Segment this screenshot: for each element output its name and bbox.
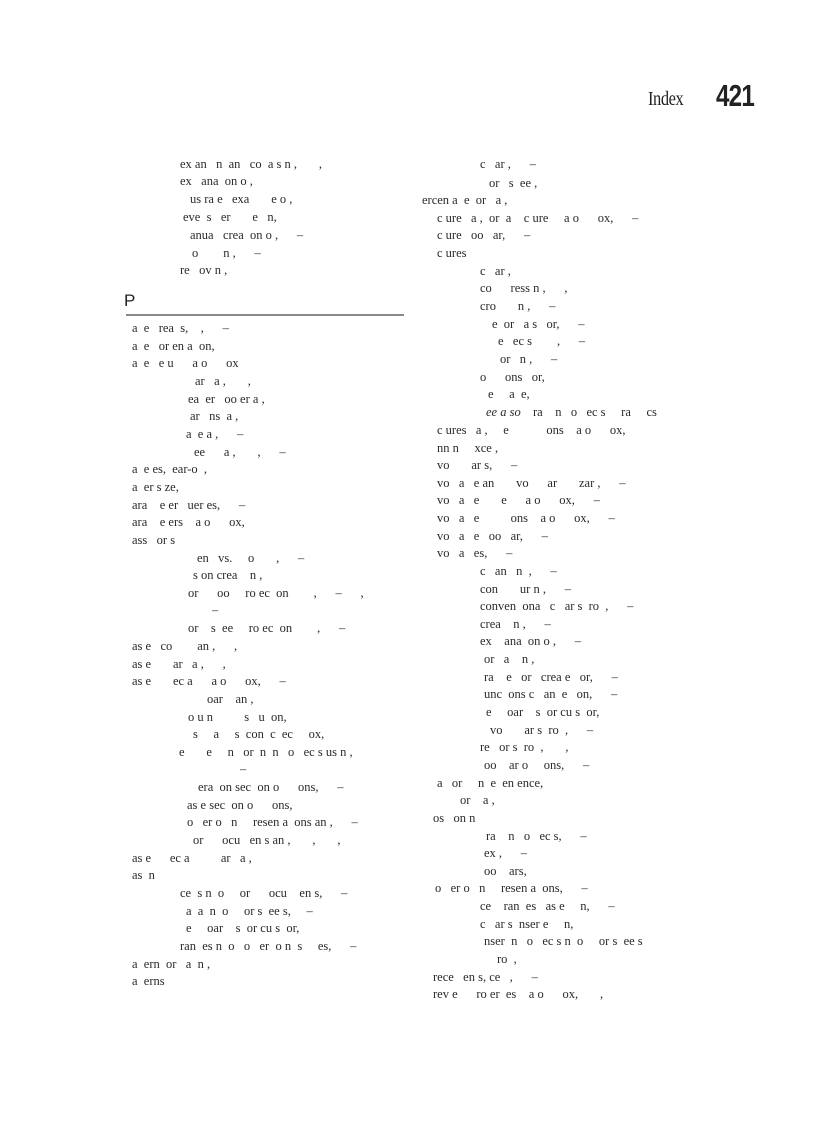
index-entry: vo a e oo ar, – xyxy=(437,529,548,543)
index-entry: ar a , , xyxy=(195,374,251,388)
index-entry: ex an n an co a s n , , xyxy=(180,157,322,171)
index-entry: or s ee , xyxy=(489,176,538,190)
index-entry: co ress n , , xyxy=(480,281,568,295)
index-entry: or s ee ro ec on , – xyxy=(188,621,346,635)
index-entry: or a , xyxy=(460,793,495,807)
index-entry: as e sec on o ons, xyxy=(187,798,293,812)
index-entry: rece en s, ce , – xyxy=(433,970,538,984)
index-entry: or oo ro ec on , – , xyxy=(188,586,364,600)
index-entry: ara e er uer es, – xyxy=(132,498,246,512)
index-entry: cro n , – xyxy=(480,299,556,313)
index-entry: o u n s u on, xyxy=(188,710,287,724)
index-entry: e a e, xyxy=(488,387,530,401)
index-entry: ercen a e or a , xyxy=(422,193,508,207)
index-entry: conven ona c ar s ro , – xyxy=(480,599,634,613)
index-entry: era on sec on o ons, – xyxy=(198,780,344,794)
page-number: 421 xyxy=(716,78,755,113)
index-entry: ra n o ec s, – xyxy=(486,829,587,843)
index-entry: oar an , xyxy=(207,692,254,706)
index-entry: crea n , – xyxy=(480,617,551,631)
index-entry: s on crea n , xyxy=(193,568,263,582)
index-entry: ex ana on o , – xyxy=(480,634,582,648)
index-entry: ar ns a , xyxy=(190,409,239,423)
index-entry: ro , xyxy=(497,952,517,966)
index-entry: ara e ers a o ox, xyxy=(132,515,245,529)
index-entry: a or n e en ence, xyxy=(437,776,544,790)
index-entry: o er o n resen a ons an , – xyxy=(187,815,358,829)
index-entry: c ures a , e ons a o ox, xyxy=(437,423,626,437)
index-entry: ea er oo er a , xyxy=(188,392,265,406)
index-entry: oo ars, xyxy=(484,864,527,878)
index-entry: vo a e an vo ar zar , – xyxy=(437,476,626,490)
index-entry: – xyxy=(212,603,219,617)
index-entry: a er s ze, xyxy=(132,480,179,494)
index-entry: anua crea on o , – xyxy=(190,228,304,242)
index-entry: os on n xyxy=(433,811,476,825)
index-entry: oo ar o ons, – xyxy=(484,758,590,772)
index-entry: as e ec a a o ox, – xyxy=(132,674,286,688)
index-entry: as e ar a , , xyxy=(132,657,226,671)
index-entry: or n , – xyxy=(500,352,558,366)
index-entry: c ures xyxy=(437,246,467,260)
index-entry: con ur n , – xyxy=(480,582,571,596)
index-entry: c ure oo ar, – xyxy=(437,228,531,242)
index-entry: rev e ro er es a o ox, , xyxy=(433,987,604,1001)
index-entry: e ec s , – xyxy=(498,334,586,348)
index-entry: or a n , xyxy=(484,652,535,666)
index-entry: – xyxy=(240,762,247,776)
index-entry: a ern or a n , xyxy=(132,957,211,971)
index-entry: c an n , – xyxy=(480,564,557,578)
index-entry: e or a s or, – xyxy=(492,317,585,331)
index-entry: vo ar s ro , – xyxy=(490,723,594,737)
index-entry: eve s er e n, xyxy=(183,210,277,224)
index-entry: ce s n o or ocu en s, – xyxy=(180,886,348,900)
index-entry: as e ec a ar a , xyxy=(132,851,252,865)
index-entry: nser n o ec s n o or s ee s xyxy=(484,934,643,948)
index-entry: re ov n , xyxy=(180,263,228,277)
index-entry: s a s con c ec ox, xyxy=(193,727,325,741)
index-entry: as n xyxy=(132,868,155,882)
index-entry: re or s ro , , xyxy=(480,740,569,754)
index-entry: ce ran es as e n, – xyxy=(480,899,615,913)
index-entry: c ar s nser e n, xyxy=(480,917,574,931)
index-entry: ass or s xyxy=(132,533,176,547)
index-entry: ex ana on o , xyxy=(180,174,253,188)
index-entry: or ocu en s an , , , xyxy=(193,833,341,847)
index-entry: c ar , xyxy=(480,264,511,278)
index-entry: e e n or n n o ec s us n , xyxy=(179,745,353,759)
index-entry: ex , – xyxy=(484,846,528,860)
index-entry: a e rea s, , – xyxy=(132,321,229,335)
index-entry: a erns xyxy=(132,974,165,988)
index-entry: c ar , – xyxy=(480,157,536,171)
index-entry: a e e u a o ox xyxy=(132,356,239,370)
index-entry: vo a e ons a o ox, – xyxy=(437,511,615,525)
index-entry: c ure a , or a c ure a o ox, – xyxy=(437,211,639,225)
index-entry: unc ons c an e on, – xyxy=(484,687,618,701)
index-entry: a e es, ear-o , xyxy=(132,462,208,476)
index-entry: ra e or crea e or, – xyxy=(484,670,618,684)
index-entry: a e a , – xyxy=(186,427,244,441)
index-entry: o ons or, xyxy=(480,370,545,384)
index-entry: vo ar s, – xyxy=(437,458,518,472)
index-entry: nn n xce , xyxy=(437,441,499,455)
index-entry: a a n o or s ee s, – xyxy=(186,904,313,918)
index-entry: a e or en a on, xyxy=(132,339,215,353)
index-entry: ran es n o o er o n s es, – xyxy=(180,939,357,953)
index-entry: vo a e e a o ox, – xyxy=(437,493,600,507)
index-entry: e oar s or cu s or, xyxy=(186,921,300,935)
index-entry: as e co an , , xyxy=(132,639,238,653)
index-entry: e oar s or cu s or, xyxy=(486,705,600,719)
index-entry: en vs. o , – xyxy=(197,551,305,565)
section-divider xyxy=(126,314,404,316)
index-entry: ee a , , – xyxy=(194,445,286,459)
index-entry: o er o n resen a ons, – xyxy=(435,881,588,895)
index-entry: us ra e exa e o , xyxy=(190,192,293,206)
section-letter: P xyxy=(124,291,136,310)
index-entry: o n , – xyxy=(192,246,261,260)
see-also-label: ee a so xyxy=(486,405,521,419)
index-entry: vo a es, – xyxy=(437,546,513,560)
index-entry: ra n o ec s ra cs xyxy=(533,405,657,419)
running-header-title: Index xyxy=(648,88,684,110)
